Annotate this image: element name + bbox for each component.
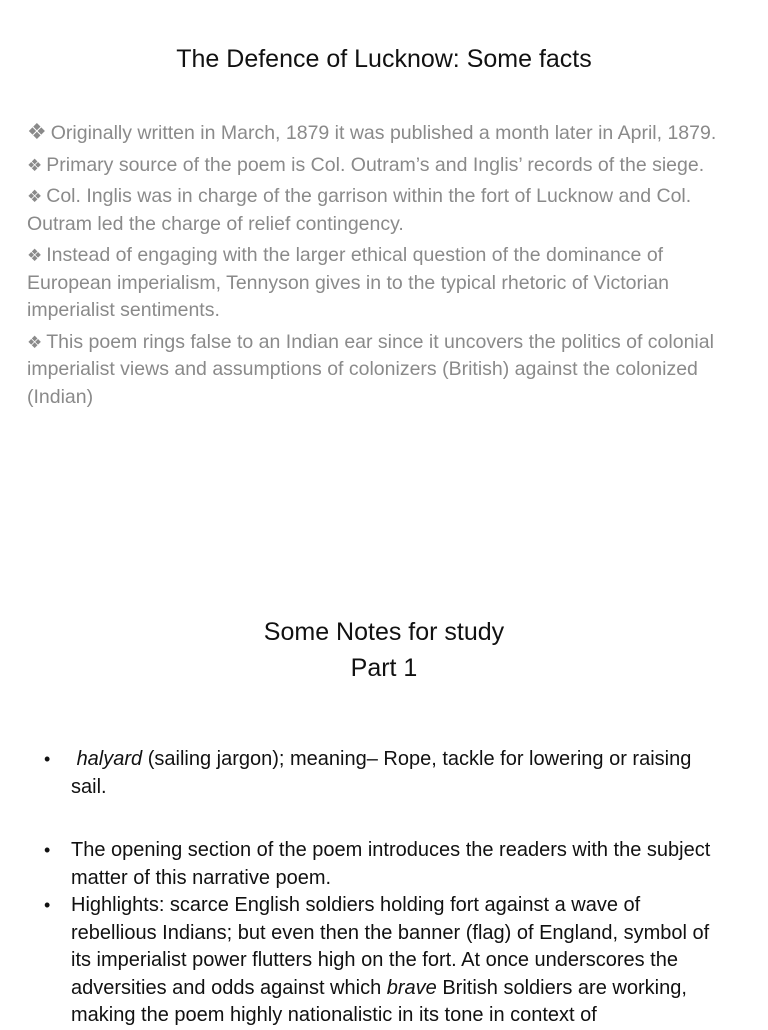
fact-item	[27, 152, 737, 180]
fact-item	[27, 183, 737, 238]
diamond-bullet-icon: ❖	[27, 119, 47, 144]
note-item	[44, 837, 724, 892]
note-text-after: British soldiers are working, making the poem highly nationalistic in its tone in context of	[71, 976, 687, 1026]
facts-list	[27, 118, 737, 415]
note-emphasis: brave	[386, 976, 437, 999]
diamond-bullet-icon: ❖	[27, 332, 43, 352]
note-definition: (sailing jargon); meaning– Rope, tackle for lowering or raising sail.	[71, 748, 692, 798]
notes-list	[44, 746, 724, 1030]
fact-item	[27, 242, 737, 325]
bullet-icon: •	[44, 749, 51, 769]
fact-item	[27, 329, 737, 412]
note-text-before: Highlights: scarce English soldiers holding fort against a wave of rebellious Indians; but even then the banner (flag) of England, symbol of its imperialist power flutters high on the fort. At once underscores the adversities and odds against which	[71, 894, 710, 999]
note-text	[71, 746, 724, 801]
diamond-bullet-icon: ❖	[27, 155, 43, 175]
diamond-bullet-icon: ❖	[27, 187, 43, 206]
bullet-icon: •	[44, 895, 51, 915]
fact-text: Col. Inglis was in charge of the garrison within the fort of Lucknow and Col. Outram led the charge of relief contingency.	[27, 185, 692, 235]
section-title-line2: Part 1	[350, 654, 418, 682]
fact-text: Primary source of the poem is Col. Outram’s and Inglis’ records of the siege.	[46, 153, 705, 176]
section-title-line1: Some Notes for study	[263, 618, 505, 646]
note-text	[71, 892, 724, 1030]
note-text: The opening section of the poem introduces the readers with the subject matter of this narrative poem.	[71, 839, 711, 889]
fact-item	[27, 118, 737, 148]
note-item	[44, 892, 724, 1030]
fact-text: Instead of engaging with the larger ethical question of the dominance of European imperialism, Tennyson gives in to the typical rhetoric of Victorian imperialist sentiments.	[27, 244, 670, 321]
section-title	[0, 614, 768, 686]
slide-title: The Defence of Lucknow: Some facts	[176, 45, 592, 73]
fact-text: This poem rings false to an Indian ear since it uncovers the politics of colonial imperialist views and assumptions of colonizers (British) against the colonized (Indian)	[27, 330, 714, 408]
note-item	[44, 746, 724, 801]
diamond-bullet-icon: ❖	[27, 246, 43, 265]
fact-text: Originally written in March, 1879 it was published a month later in April, 1879.	[50, 122, 717, 144]
bullet-icon: •	[44, 840, 51, 860]
note-term: halyard	[76, 748, 143, 770]
